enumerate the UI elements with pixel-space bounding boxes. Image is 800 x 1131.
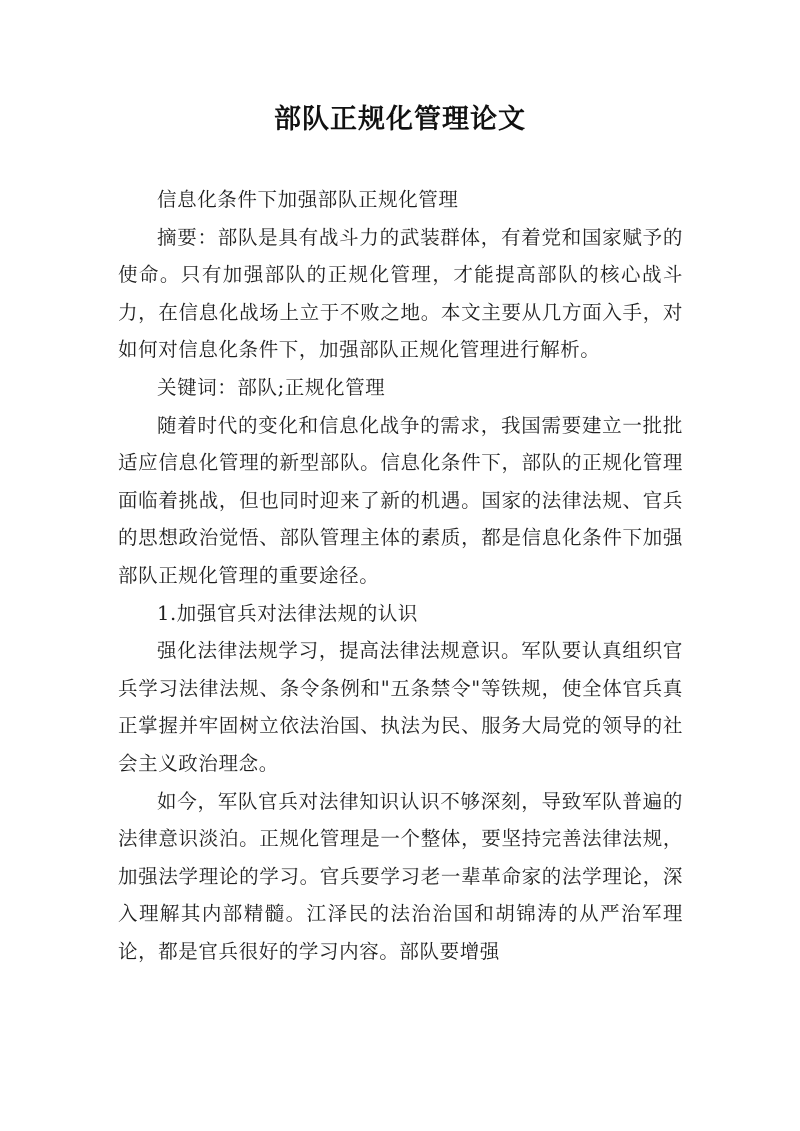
body-paragraph: 如今，军队官兵对法律知识认识不够深刻，导致军队普遍的法律意识淡泊。正规化管理是一个整体，要坚持完善法律法规，加强法学理论的学习。官兵要学习老一辈革命家的法学理论，深入理解其内部精髓。江泽民的法治治国和胡锦涛的从严治军理论，都是官兵很好的学习内容。部队要增强 — [118, 789, 683, 963]
keywords-paragraph: 关键词：部队;正规化管理 — [157, 375, 386, 399]
document-body — [118, 181, 683, 970]
section-heading-1: 1.加强官兵对法律法规的认识 — [157, 601, 419, 625]
document-title: 部队正规化管理论文 — [274, 104, 526, 135]
intro-paragraph: 随着时代的变化和信息化战争的需求，我国需要建立一批批适应信息化管理的新型部队。信息化条件下，部队的正规化管理面临着挑战，但也同时迎来了新的机遇。国家的法律法规、官兵的思想政治觉悟、部队管理主体的素质，都是信息化条件下加强部队正规化管理的重要途径。 — [118, 413, 683, 587]
subtitle-paragraph: 信息化条件下加强部队正规化管理 — [157, 188, 459, 211]
abstract-paragraph: 摘要：部队是具有战斗力的武装群体，有着党和国家赋予的使命。只有加强部队的正规化管理，才能提高部队的核心战斗力，在信息化战场上立于不败之地。本文主要从几方面入手，对如何对信息化条件下，加强部队正规化管理进行解析。 — [118, 225, 683, 362]
body-paragraph: 强化法律法规学习，提高法律法规意识。军队要认真组织官兵学习法律法规、条令条例和"五条禁令"等铁规，使全体官兵真正掌握并牢固树立依法治国、执法为民、服务大局党的领导的社会主义政治理念。 — [118, 639, 683, 775]
